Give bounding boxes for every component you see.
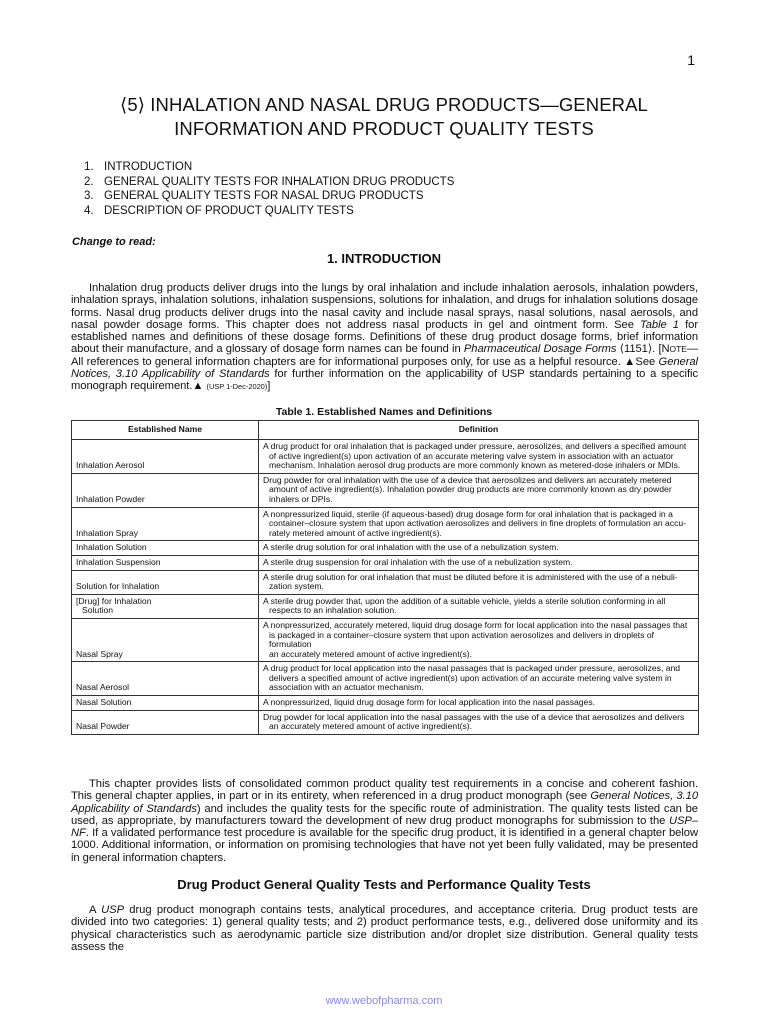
definition-cell [259, 594, 699, 618]
page-number: 1 [687, 52, 695, 68]
table-row [72, 696, 699, 711]
revision-tag: (USP 1-Dec-2020) [206, 382, 268, 392]
column-header: Definition [259, 421, 699, 440]
title-line-2: INFORMATION AND PRODUCT QUALITY TESTS [174, 118, 594, 139]
definition-text: is packaged in a container–closure system that upon activation aerosolizes and delivers in droplets of formulation [269, 629, 655, 650]
definition-cell [259, 570, 699, 594]
definition-text: Drug powder for local application into the nasal passages with the use of a device that aerosolizes and delivers [263, 711, 685, 722]
established-name-text: Inhalation Suspension [76, 556, 161, 567]
definition-text: an accurately metered amount of active ingredient(s). [269, 721, 473, 732]
definition-text: A sterile drug solution for oral inhalation that must be diluted before it is administered with the use of a nebuli- [263, 571, 678, 582]
established-name-text: Inhalation Aerosol [76, 460, 145, 471]
table-caption: Table 1. Established Names and Definitions [275, 406, 493, 418]
established-name-cell [72, 507, 259, 541]
established-name-cell [72, 696, 259, 711]
definitions-table [71, 420, 699, 735]
change-note: Change to read: [72, 236, 156, 248]
definition-cell [259, 541, 699, 556]
table-row [72, 710, 699, 734]
established-name-cell [72, 662, 259, 696]
established-name-cell [72, 710, 259, 734]
definition-text: an accurately metered amount of active ingredient(s). [269, 648, 473, 659]
established-name-text: Nasal Powder [76, 721, 130, 732]
toc-item[interactable]: 2. GENERAL QUALITY TESTS FOR INHALATION DRUG PRODUCTS [84, 175, 455, 188]
table-body [72, 440, 699, 735]
subsection-heading: Drug Product General Quality Tests and Performance Quality Tests [177, 877, 591, 892]
definition-text: rately metered amount of active ingredient(s). [269, 527, 442, 538]
definition-text: A drug product for local application into the nasal passages that is packaged under pressure, aerosolizes, and [263, 663, 681, 674]
definition-cell [259, 696, 699, 711]
table-row [72, 594, 699, 618]
established-name-text: Nasal Spray [76, 648, 123, 659]
definition-text: zation system. [269, 581, 324, 592]
definition-cell [259, 710, 699, 734]
table-reference[interactable]: Table 1 [639, 318, 679, 331]
toc-item[interactable]: 4. DESCRIPTION OF PRODUCT QUALITY TESTS [84, 204, 354, 217]
definition-text: respects to an inhalation solution. [269, 605, 397, 616]
established-name-text: Inhalation Solution [76, 542, 147, 553]
established-name-cell [72, 618, 259, 661]
established-name-cell [72, 570, 259, 594]
established-name-text: Solution [82, 605, 114, 616]
definition-text: A sterile drug solution for oral inhalation with the use of a nebulization system. [263, 542, 559, 553]
definition-text: A sterile drug powder that, upon the addition of a suitable vehicle, yields a sterile solution conforming in all [263, 595, 666, 606]
definition-text: inhalers or DPIs. [269, 493, 333, 504]
established-name-text: Nasal Aerosol [76, 682, 130, 693]
definition-text: A sterile drug suspension for oral inhalation with the use of a nebulization system. [263, 556, 573, 567]
section-heading: 1. INTRODUCTION [326, 251, 442, 266]
established-name-text: [Drug] for Inhalation [76, 595, 152, 606]
table-row [72, 555, 699, 570]
definition-text: amount of active ingredient(s). Inhalation powder drug products are more commonly known as dry powder [269, 484, 672, 495]
established-name-text: Solution for Inhalation [76, 581, 160, 592]
definition-text: container–closure system that upon activation aerosolizes and delivers in fine droplets of formulation an accu- [269, 518, 687, 529]
definition-text: mechanism. Inhalation aerosol drug products are more commonly known as metered-dose inhalers or MDIs. [269, 460, 681, 471]
definition-cell [259, 440, 699, 474]
intro-paragraph: Inhalation drug products deliver drugs into the lungs by oral inhalation and include inhalation aerosols, inhalation powders, inhalation sprays, inhalation solutions, inhalation suspensions, solutions for inhalation, and drugs for inhalation solutions dosage forms. Nasal drug products deliver drugs into the nasal cavity and include nasal sprays, nasal solutions, nasal aerosols, and nasal powder dosage forms. This chapter does not address nasal products in gel and ointment form. See Table 1 for established names and definitions of these dosage forms. Definitions of these drug product dosage forms, brief information about their manufacture, and a glossary of dosage form names can be found in Pharmaceutical Dosage Forms ⟨1151⟩. [NOTE—All references to general information chapters are for informational purposes only, for use as a helpful resource. ▲See General Notices, 3.10 Applicability of Standards for further information on the applicability of USP standards pertaining to a specific monograph requirement.▲ (USP 1-Dec-2020)] [71, 282, 699, 393]
definition-cell [259, 618, 699, 661]
title-line-1: ⟨5⟩ INHALATION AND NASAL DRUG PRODUCTS—GENERAL [120, 94, 648, 115]
chapter-reference[interactable]: Pharmaceutical Dosage Forms [463, 343, 617, 356]
general-notices-reference[interactable]: General Notices, 3.10 Applicability of Standards [71, 355, 698, 381]
definition-text: A drug product for oral inhalation that is packaged under pressure, aerosolizes, and delivers a specified amount [263, 441, 687, 451]
definition-text: A nonpressurized liquid, sterile (if aqueous-based) drug dosage form for oral inhalation that is packaged in a [263, 508, 673, 519]
established-name-cell [72, 594, 259, 618]
established-name-cell [72, 541, 259, 556]
definition-cell [259, 555, 699, 570]
established-name-text: Nasal Solution [76, 697, 132, 708]
table-row [72, 541, 699, 556]
established-name-text: Inhalation Spray [76, 527, 139, 538]
column-header: Established Name [72, 421, 259, 440]
table-row [72, 440, 699, 474]
definition-text: A nonpressurized, liquid drug dosage form for local application into the nasal passages. [263, 697, 596, 708]
established-name-cell [72, 440, 259, 474]
table-row [72, 662, 699, 696]
toc-item[interactable]: 3. GENERAL QUALITY TESTS FOR NASAL DRUG PRODUCTS [84, 190, 424, 202]
table-header-row [72, 421, 699, 440]
definition-text: association with an actuator mechanism. [269, 682, 424, 693]
usp-nf-reference: USP–NF [71, 814, 698, 840]
scope-paragraph: This chapter provides lists of consolidated common product quality test requirements in a concise and coherent fashion. This general chapter applies, in part or in its entirety, when referenced in a drug product monograph (see General Notices, 3.10 Applicability of Standards) and includes the quality tests for the specific route of administration. The quality tests listed can be used, as appropriate, by manufacturers toward the development of new drug product monographs for submission to the USP–NF. If a validated performance test procedure is available for the specific drug product, it is identified in a general chapter below 1000. Additional information, or information on promising technologies that have not yet been fully validated, may be presented in general information chapters. [71, 778, 699, 864]
definition-text: Drug powder for oral inhalation with the use of a device that aerosolizes and delivers an accurately metered [263, 474, 672, 485]
definition-text: delivers a specified amount of active ingredient(s) upon activation of an accurate metering valve system in [269, 672, 672, 683]
established-name-text: Inhalation Powder [76, 493, 145, 504]
definition-cell [259, 473, 699, 507]
page-title [60, 93, 708, 141]
footer-link[interactable]: www.webofpharma.com [325, 995, 443, 1007]
established-name-cell [72, 473, 259, 507]
definition-cell [259, 662, 699, 696]
definition-text: A nonpressurized, accurately metered, liquid drug dosage form for local application into the nasal passages that [263, 619, 688, 630]
tests-paragraph: A USP drug product monograph contains tests, analytical procedures, and acceptance criteria. Drug product tests are divided into two categories: 1) general quality tests; and 2) product performance tests, e.g., delivered dose uniformity and its physical characteristics such as aerodynamic particle size distribution and/or droplet size distribution. General quality tests assess the [71, 904, 698, 953]
table-row [72, 507, 699, 541]
toc-item[interactable]: 1. INTRODUCTION [84, 161, 193, 173]
table-of-contents [84, 160, 454, 218]
definition-text: of active ingredient(s) upon activation of an accurate metering valve system in association with an actuator [269, 450, 674, 461]
established-name-cell [72, 555, 259, 570]
table-row [72, 570, 699, 594]
definition-cell [259, 507, 699, 541]
table-row [72, 473, 699, 507]
general-notices-reference[interactable]: General Notices, 3.10 Applicability of Standards [71, 790, 699, 815]
table-row [72, 618, 699, 661]
